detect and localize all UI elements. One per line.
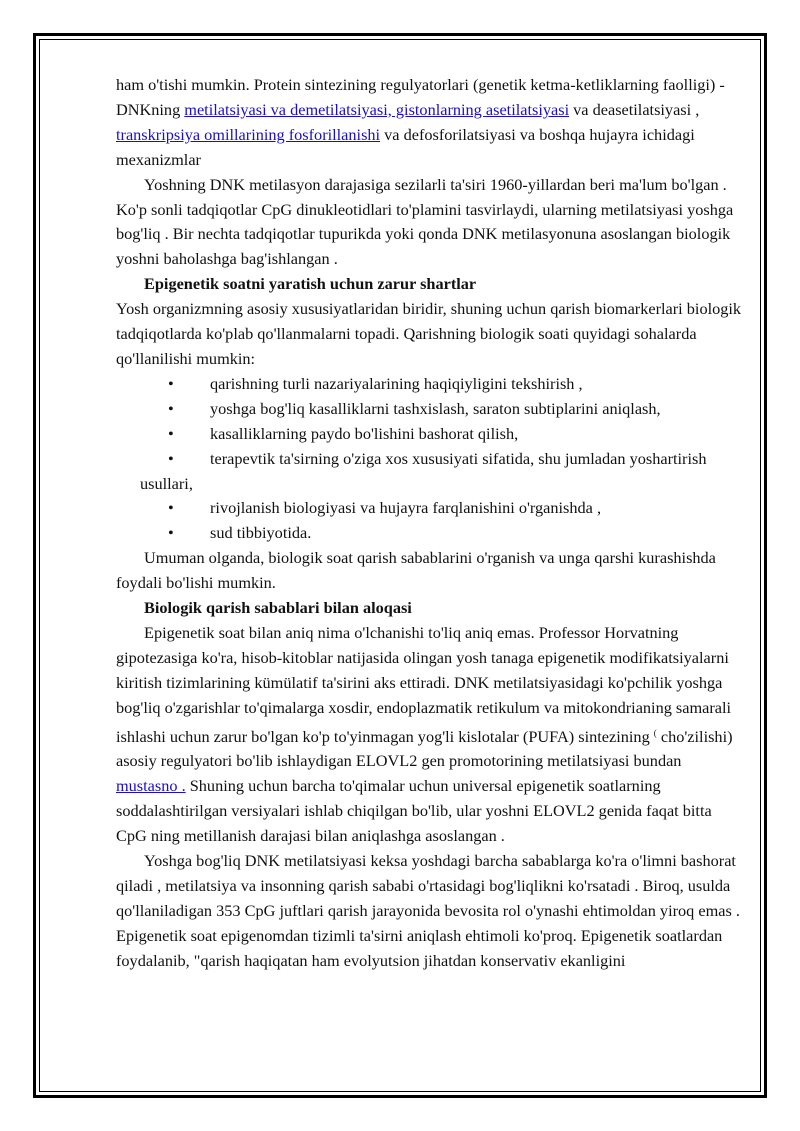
- list-item: • sud tibbiyotida.: [116, 521, 746, 546]
- paragraph-6: Yoshga bog'liq DNK metilatsiyasi keksa yoshdagi barcha sabablarga ko'ra o'limni bashorat qiladi , metilatsiya va insonning qarish sababi o'rtasidagi bog'liqlikni ko'rsatadi . Biroq, usulda qo'llaniladigan 353 CpG juftlari qarish jarayonida bevosita rol o'ynashi ehtimoldan yiroq emas . Epigenetik soat epigenomdan tizimli ta'sirni aniqlash ehtimoli ko'proq. Epigenetik soatlardan foydalanib, "qarish haqiqatan ham evolyutsion jihatdan konservativ ekanligini: [116, 851, 740, 970]
- paragraph-4: Umuman olganda, biologik soat qarish sabablarini o'rganish va unga qarshi kurashishda foydali bo'lishi mumkin.: [116, 548, 716, 593]
- document-body: [116, 73, 746, 974]
- heading-biologik-qarish: Biologik qarish sabablari bilan aloqasi: [144, 598, 412, 618]
- bullet-icon: •: [168, 398, 174, 418]
- bullet-icon: •: [168, 523, 174, 543]
- bullet-icon: •: [168, 498, 174, 518]
- list-item: • qarishning turli nazariyalarining haqiqiyligini tekshirish ,: [116, 372, 746, 397]
- bullet-icon: •: [168, 448, 174, 468]
- link-transkripsiya[interactable]: transkripsiya omillarining fosforillanishi: [116, 124, 381, 144]
- application-list: [116, 372, 746, 546]
- list-item: • rivojlanish biologiyasi va hujayra farqlanishini o'rganishda ,: [116, 496, 746, 521]
- list-item: • terapevtik ta'sirning o'ziga xos xususiyati sifatida, shu jumladan yoshartirish usullari,: [140, 448, 707, 493]
- link-metilatsiya[interactable]: metilatsiyasi va demetilatsiyasi, gistonlarning asetilatsiyasi: [184, 99, 570, 119]
- link-mustasno[interactable]: mustasno .: [116, 776, 186, 796]
- heading-epigenetik-soat: Epigenetik soatni yaratish uchun zarur shartlar: [144, 274, 477, 294]
- bullet-icon: •: [168, 373, 174, 393]
- footnote-marker: (: [653, 727, 657, 738]
- paragraph-2: Yoshning DNK metilasyon darajasiga sezilarli ta'siri 1960-yillardan beri ma'lum bo'lgan . Ko'p sonli tadqiqotlar CpG dinukleotidlari to'plamini tasvirlaydi, ularning metilatsiyasi yoshga bog'liq . Bir nechta tadqiqotlar tupurikda yoki qonda DNK metilasyonuna asoslangan biologik yoshni baholashga bag'ishlangan .: [116, 174, 734, 269]
- paragraph-1: ham o'tishi mumkin. Protein sintezining regulyatorlari (genetik ketma-ketliklarning faolligi) - DNKning metilatsiyasi va demetilatsiyasi, gistonlarning asetilatsiyasi va deasetilatsiyasi , transkripsiya omillarining fosforillanishi va defosforilatsiyasi va boshqa hujayra ichidagi mexanizmlar: [116, 75, 725, 169]
- list-item: • kasalliklarning paydo bo'lishini bashorat qilish,: [116, 422, 746, 447]
- bullet-icon: •: [168, 423, 174, 443]
- paragraph-5: Epigenetik soat bilan aniq nima o'lchanishi to'liq aniq emas. Professor Horvatning gipotezasiga ko'ra, hisob-kitoblar natijasida olingan yosh tanaga epigenetik modifikatsiyalarni kiritish tizimlarining kümülatif ta'sirini aks ettiradi. DNK metilatsiyasidagi ko'pchilik yoshga bog'liq o'zgarishlar to'qimalarga xosdir, endoplazmatik retikulum va mitokondrianing samarali ishlashi uchun zarur bo'lgan ko'p to'yinmagan yog'li kislotalar (PUFA) sintezining ( cho'zilishi) asosiy regulyatori bo'lib ishlaydigan ELOVL2 gen promotorining metilatsiyasi bundan mustasno . Shuning uchun barcha to'qimalar uchun universal epigenetik soatlarning soddalashtirilgan versiyalari ishlab chiqilgan bo'lib, ular yoshni ELOVL2 genida faqat bitta CpG ning metillanish darajasi bilan aniqlashga asoslangan .: [116, 622, 733, 846]
- paragraph-3: Yosh organizmning asosiy xususiyatlaridan biridir, shuning uchun qarish biomarkerlari biologik tadqiqotlarda ko'plab qo'llanmalarni topadi. Qarishning biologik soati quyidagi sohalarda qo'llanilishi mumkin:: [116, 299, 742, 368]
- list-item: • yoshga bog'liq kasalliklarni tashxislash, saraton subtiplarini aniqlash,: [116, 397, 746, 422]
